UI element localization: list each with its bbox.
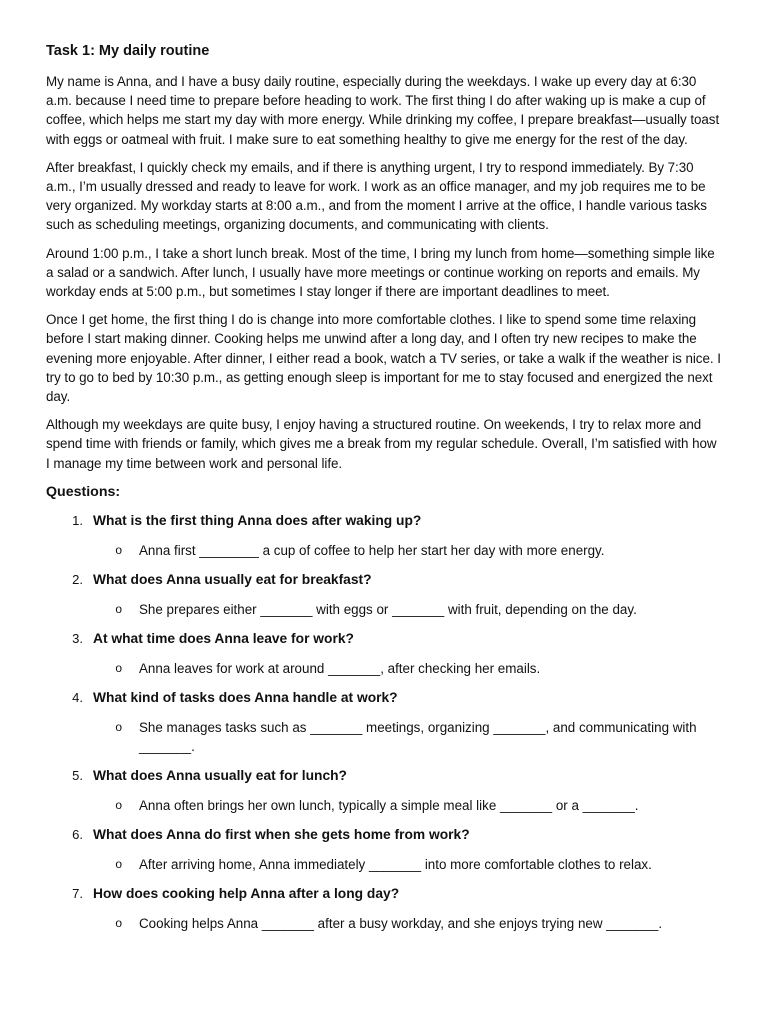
answer-line bbox=[46, 914, 722, 933]
bullet-icon: o bbox=[115, 601, 122, 616]
question-number: 1. bbox=[72, 512, 83, 528]
question-item bbox=[46, 629, 722, 678]
question-item bbox=[46, 766, 722, 815]
question-text: What does Anna usually eat for breakfast? bbox=[93, 571, 372, 587]
question-item bbox=[46, 825, 722, 874]
answer-text: She manages tasks such as _______ meetings, organizing _______, and communicating with _______. bbox=[139, 719, 697, 754]
question-item bbox=[46, 688, 722, 756]
question-text: What does Anna usually eat for lunch? bbox=[93, 767, 347, 783]
question-number: 7. bbox=[72, 885, 83, 901]
question-text: How does cooking help Anna after a long day? bbox=[93, 885, 400, 901]
question-line bbox=[46, 570, 722, 589]
paragraph-summary: Although my weekdays are quite busy, I enjoy having a structured routine. On weekends, I try to relax more and spend time with friends or family, which gives me a break from my regular schedule. Overall, I’m satisfied with how I manage my time between work and personal life. bbox=[46, 417, 717, 471]
paragraph-morning: My name is Anna, and I have a busy daily routine, especially during the weekdays. I wake up every day at 6:30 a.m. because I need time to prepare before heading to work. The first thing I do after waking up is make a cup of coffee, which helps me start my day with more energy. While drinking my coffee, I prepare breakfast—usually toast with eggs or oatmeal with fruit. I make sure to eat something healthy to give me energy for the rest of the day. bbox=[46, 74, 720, 147]
paragraph-work: After breakfast, I quickly check my emails, and if there is anything urgent, I try to respond immediately. By 7:30 a.m., I’m usually dressed and ready to leave for work. I work as an office manager, and my job requires me to be very organized. My workday starts at 8:00 a.m., and from the moment I arrive at the office, I handle various tasks such as scheduling meetings, organizing documents, and communicating with clients. bbox=[46, 159, 707, 233]
question-list bbox=[46, 511, 722, 933]
question-item bbox=[46, 884, 722, 933]
question-text: What does Anna do first when she gets home from work? bbox=[93, 826, 470, 842]
question-line bbox=[46, 884, 722, 903]
question-line bbox=[46, 629, 722, 648]
paragraph-lunch: Around 1:00 p.m., I take a short lunch break. Most of the time, I bring my lunch from home—something simple like a salad or a sandwich. After lunch, I usually have more meetings or continue working on reports and emails. My workday ends at 5:00 p.m., but sometimes I stay longer if there are important deadlines to meet. bbox=[46, 245, 715, 300]
question-line bbox=[46, 511, 722, 530]
question-number: 5. bbox=[72, 767, 83, 783]
question-line bbox=[46, 825, 722, 844]
answer-line bbox=[46, 600, 722, 619]
answer-text: She prepares either _______ with eggs or _______ with fruit, depending on the day. bbox=[139, 601, 637, 617]
answer-line bbox=[46, 541, 722, 560]
answer-text: After arriving home, Anna immediately _______ into more comfortable clothes to relax. bbox=[139, 856, 652, 872]
answer-line bbox=[46, 855, 722, 874]
question-text: At what time does Anna leave for work? bbox=[93, 630, 354, 646]
questions-heading: Questions: bbox=[46, 483, 121, 500]
paragraph-evening: Once I get home, the first thing I do is change into more comfortable clothes. I like to spend some time relaxing before I start making dinner. Cooking helps me unwind after a long day, and I often try new recipes to make the evening more enjoyable. After dinner, I either read a book, watch a TV series, or take a walk if the weather is nice. I try to go to bed by 10:30 p.m., as getting enough sleep is important for me to stay focused and energized the next day. bbox=[46, 312, 721, 405]
question-item bbox=[46, 511, 722, 560]
bullet-icon: o bbox=[115, 660, 122, 675]
answer-text: Anna often brings her own lunch, typically a simple meal like _______ or a _______. bbox=[139, 797, 639, 813]
question-number: 4. bbox=[72, 689, 83, 705]
question-line bbox=[46, 688, 722, 707]
bullet-icon: o bbox=[115, 542, 122, 557]
question-text: What is the first thing Anna does after waking up? bbox=[93, 512, 422, 528]
question-number: 2. bbox=[72, 571, 83, 587]
bullet-icon: o bbox=[115, 856, 122, 871]
answer-text: Anna first ________ a cup of coffee to help her start her day with more energy. bbox=[139, 542, 605, 558]
bullet-icon: o bbox=[115, 719, 122, 734]
answer-text: Anna leaves for work at around _______, after checking her emails. bbox=[139, 660, 541, 676]
question-item bbox=[46, 570, 722, 619]
question-number: 6. bbox=[72, 826, 83, 842]
bullet-icon: o bbox=[115, 797, 122, 812]
answer-text: Cooking helps Anna _______ after a busy workday, and she enjoys trying new _______. bbox=[139, 915, 663, 931]
answer-line bbox=[46, 718, 722, 756]
question-line bbox=[46, 766, 722, 785]
question-number: 3. bbox=[72, 630, 83, 646]
answer-line bbox=[46, 796, 722, 815]
answer-line bbox=[46, 659, 722, 678]
bullet-icon: o bbox=[115, 915, 122, 930]
task-title: Task 1: My daily routine bbox=[46, 43, 210, 59]
question-text: What kind of tasks does Anna handle at work? bbox=[93, 689, 398, 705]
